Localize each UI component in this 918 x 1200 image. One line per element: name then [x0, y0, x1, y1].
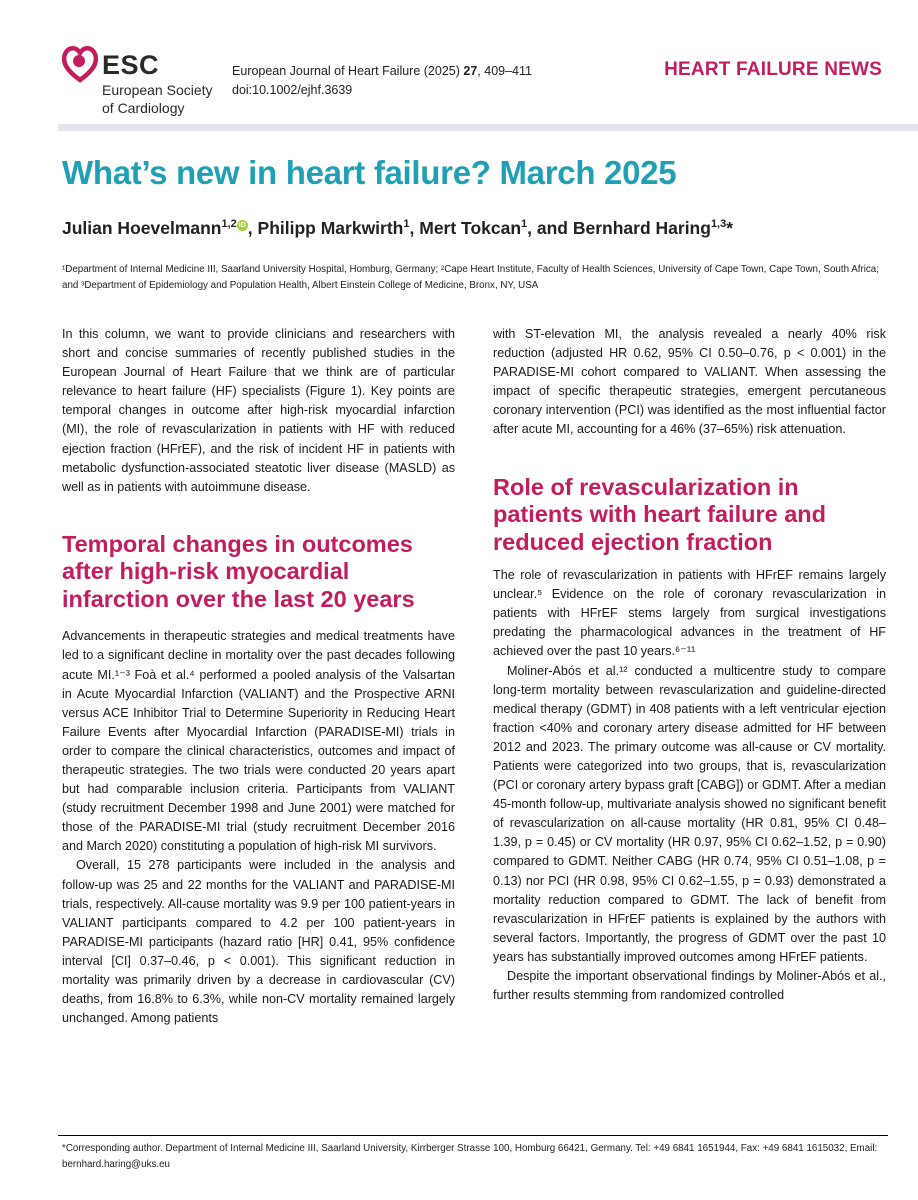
paragraph: The role of revascularization in patients with HFrEF remains largely unclear.⁵ Evidence on the role of coronary revascularization in patients with HFrEF stems largely from surgical investigations predating the pharmacological advances in the treatment of HF achieved over the past 10 years.⁶⁻¹¹ [493, 568, 886, 659]
page-top-margin [0, 0, 918, 28]
journal-citation [232, 62, 532, 100]
paragraph: Despite the important observational findings by Moliner-Abós et al., further results stemming from randomized controlled [493, 969, 886, 1003]
header-divider [58, 124, 918, 131]
author-name: Julian Hoevelmann [62, 218, 222, 238]
author-name: Philipp Markwirth [257, 218, 404, 238]
corresponding-author-marker[interactable]: * [726, 218, 734, 238]
left-column [62, 325, 455, 1028]
author-name: Mert Tokcan [419, 218, 522, 238]
author-connector: , and [527, 218, 573, 238]
corresponding-author-footnote: *Corresponding author. Department of Internal Medicine III, Saarland University, Kirrberger Strasse 100, Homburg 66421, Germany. Tel: +49 6841 1651944, Fax: +49 6841 1615032, Email: bernhard.haring@uks.eu [62, 1143, 878, 1170]
section-heading-temporal-changes: Temporal changes in outcomes after high-risk myocardial infarction over the last 20 years [62, 530, 415, 612]
esc-logo [62, 44, 222, 124]
footnote-divider [58, 1135, 888, 1136]
affiliations: ¹Department of Internal Medicine III, Saarland University Hospital, Homburg, Germany; ²Cape Heart Institute, Faculty of Health Sciences, University of Cape Town, Cape Town, South Africa; and ³Department of Epidemiology and Population Health, Albert Einstein College of Medicine, Bronx, NY, USA [62, 264, 879, 291]
author-affiliation-marker: 1,2 [221, 218, 237, 231]
journal-pages: , 409–411 [477, 64, 532, 78]
author-affiliation-marker: 1 [521, 218, 528, 231]
orcid-icon[interactable]: iD [238, 222, 246, 230]
author-affiliation-marker: 1,3 [710, 218, 727, 231]
author-name: Bernhard Haring [572, 218, 711, 238]
paragraph: Advancements in therapeutic strategies and medical treatments have led to a significant decline in mortality over the past decades following acute MI.¹⁻³ Foà et al.⁴ performed a pooled analysis of the Valsartan in Acute Myocardial Infarction (VALIANT) and the Prospective ARNI versus ACE Inhibitor Trial to Determine Superiority in Reducing Heart Failure Events after Myocardial Infarction (PARADISE-MI) trials in order to compare the clinical characteristics, outcomes and impact of therapeutic strategies. The two trials were conducted 20 years apart but had comparable inclusion criteria. Participants from VALIANT (study recruitment December 1998 and June 2001) were matched for those of the PARADISE-MI trial (study recruitment December 2016 and March 2020) constituting a population of high-risk MI survivors. [62, 629, 455, 854]
journal-doi[interactable]: doi:10.1002/ejhf.3639 [232, 83, 353, 97]
author-list: Julian Hoevelmann$^{1,2}$ iD , Philipp Markwirth$^1$, Mert Tokcan$^1$, and Bernhard Haring$^{1,3}$* [62, 218, 734, 238]
paragraph: Overall, 15 278 participants were included in the analysis and follow-up was 25 and 22 months for the VALIANT and PARADISE-MI trials, respectively. All-cause mortality was 9.9 per 100 patient-years in VALIANT participants compared to 4.2 per 100 patient-years in PARADISE-MI participants (hazard ratio [HR] 0.41, 95% confidence interval [CI] 0.37–0.46, p < 0.001). This significant reduction in mortality was primarily driven by a decrease in cardiovascular (CV) deaths, from 16.8% to 6.3%, while non-CV mortality remained largely unchanged. Among patients [62, 858, 455, 1026]
right-column [493, 325, 886, 1005]
section-label: HEART FAILURE NEWS [664, 59, 882, 80]
author-affiliation-marker: 1 [403, 218, 410, 231]
logo-name-line-2: of Cardiology [102, 100, 185, 116]
logo-name-line-1: European Society [102, 82, 213, 98]
journal-volume: 27 [463, 64, 478, 78]
paragraph: with ST-elevation MI, the analysis revealed a nearly 40% risk reduction (adjusted HR 0.62, 95% CI 0.50–0.76, p < 0.001) in the PARADISE-MI cohort compared to VALIANT. When assessing the impact of specific therapeutic strategies, emergent percutaneous coronary intervention (PCI) was identified as the most influential factor after acute MI, accounting for a 46% (37–65%) risk attenuation. [493, 327, 886, 437]
intro-paragraph: In this column, we want to provide clinicians and researchers with short and concise summaries of recently published studies in the European Journal of Heart Failure that we think are of particular relevance to heart failure (HF) specialists (Figure 1). Key points are temporal changes in outcome after high-risk myocardial infarction (MI), the role of revascularization in patients with HF with reduced ejection fraction (HFrEF), and the risk of incident HF in patients with metabolic dysfunction-associated steatotic liver disease (MASLD) as well as in patients with autoimmune disease. [62, 327, 455, 494]
article-title: What’s new in heart failure? March 2025 [62, 154, 677, 191]
section-heading-revascularization: Role of revascularization in patients with heart failure and reduced ejection fraction [493, 473, 826, 555]
logo-abbreviation: ESC [102, 50, 160, 80]
journal-name: European Journal of Heart Failure (2025) [232, 64, 464, 78]
paragraph: Moliner-Abós et al.¹² conducted a multicentre study to compare long-term mortality between revascularization and guideline-directed medical therapy (GDMT) in 408 patients with a left ventricular ejection fraction <40% and coronary artery disease admitted for HF between 2012 and 2023. The primary outcome was all-cause or CV mortality. Patients were categorized into two groups, that is, revascularization (PCI or coronary artery bypass graft [CABG]) or GDMT. After a median 45-month follow-up, multivariate analysis showed no significant benefit of revascularization on all-cause mortality (HR 0.81, 95% CI 0.48–1.39, p = 0.45) or CV mortality (HR 0.97, 95% CI 0.62–1.52, p = 0.90) compared to GDMT. Neither CABG (HR 0.74, 95% CI 0.51–1.08, p = 0.13) nor PCI (HR 0.98, 95% CI 0.62–1.55, p = 0.93) demonstrated a mortality reduction compared to GDMT. The lack of benefit from revascularization in HFrEF patients is explained by the authors with several factors. Importantly, the progress of GDMT over the past 10 years has substantially improved outcomes among HFrEF patients. [493, 663, 886, 964]
heart-logo-icon [62, 44, 98, 84]
